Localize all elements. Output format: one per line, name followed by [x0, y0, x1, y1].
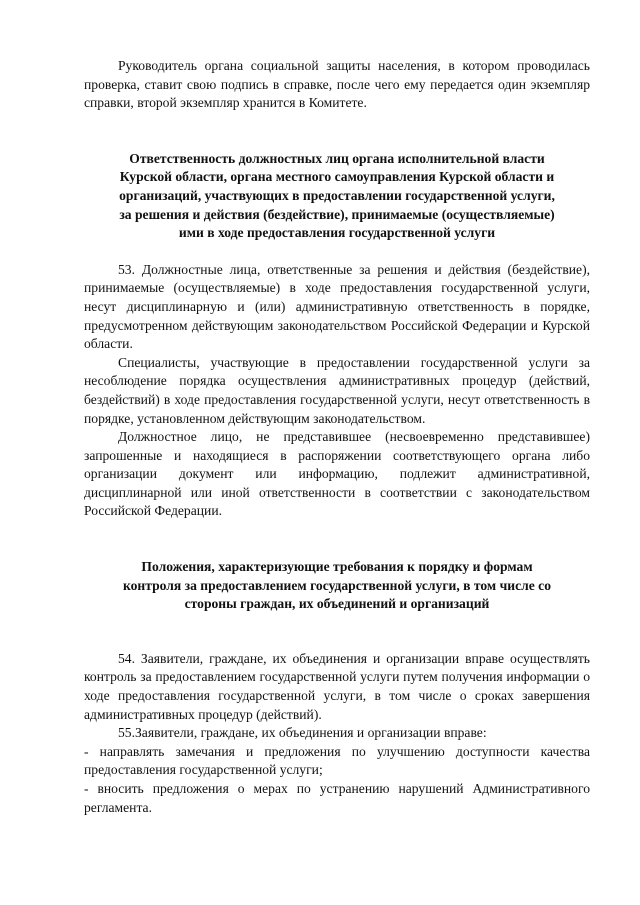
- heading-line: стороны граждан, их объединений и организаций: [184, 596, 490, 612]
- paragraph-55: 55.Заявители, граждане, их объединения и организации вправе:: [118, 725, 487, 741]
- heading-line: Ответственность должностных лиц органа исполнительной власти: [129, 150, 545, 166]
- section-responsibility-heading: [84, 150, 590, 243]
- heading-line: Положения, характеризующие требования к порядку и формам: [141, 559, 533, 575]
- heading-line: контроля за предоставлением государственной услуги, в том числе со: [122, 577, 552, 593]
- paragraph-specialists: Специалисты, участвующие в предоставлении государственной услуги за несоблюдение порядка осуществления административных процедур (действий, бездействий) в ходе предоставления государственной услуги, несут ответственность в порядке, установленном действующим законодательством.: [84, 354, 590, 426]
- intro-paragraph: Руководитель органа социальной защиты населения, в котором проводилась проверка, ставит свою подпись в справке, после чего ему передается один экземпляр справки, второй экземпляр хранится в Комитете.: [84, 58, 590, 111]
- spacer: [84, 243, 590, 261]
- section-control-heading: [84, 558, 590, 614]
- spacer: [84, 113, 590, 150]
- list-item: - направлять замечания и предложения по улучшению доступности качества предоставления государственной услуги;: [84, 743, 590, 778]
- heading-line: за решения и действия (бездействие), принимаемые (осуществляемые): [119, 206, 555, 222]
- spacer: [84, 614, 590, 650]
- list-item: - вносить предложения о мерах по устранению нарушений Административного регламента.: [84, 781, 590, 815]
- paragraph-official: Должностное лицо, не представившее (несвоевременно представившее) запрошенные и находящиеся в распоряжении соответствующего органа либо организации документ или информацию, подлежит административной, дисциплинарной или иной ответственности в соответствии с законодательством Российской Федерации.: [84, 429, 590, 519]
- heading-line: Курской области, органа местного самоуправления Курской области и: [119, 169, 555, 185]
- paragraph-54: 54. Заявители, граждане, их объединения и организации вправе осуществлять контроль за предоставлением государственной услуги путем получения информации о ходе предоставления государственной услуги, в том числе о сроках завершения административных процедур (действий).: [84, 650, 590, 722]
- paragraph-53: 53. Должностные лица, ответственные за решения и действия (бездействие), принимаемые (осуществляемые) в ходе предоставления государственной услуги, несут дисциплинарную и (или) административную ответственность в порядке, предусмотренном действующим законодательством Российской Федерации и Курской области.: [84, 261, 590, 352]
- spacer: [84, 521, 590, 558]
- heading-line: организаций, участвующих в предоставлении государственной услуги,: [119, 187, 555, 203]
- heading-line: ими в ходе предоставления государственной услуги: [178, 225, 496, 241]
- document-page: [84, 57, 590, 817]
